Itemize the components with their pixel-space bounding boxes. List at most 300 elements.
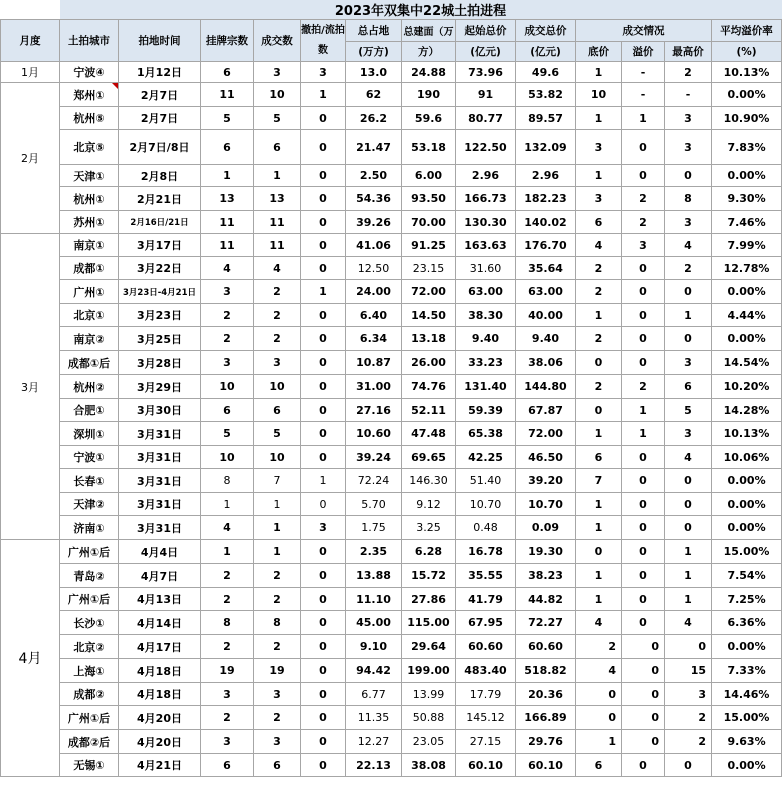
start-cell bbox=[456, 304, 516, 327]
premium-cell bbox=[622, 493, 665, 516]
withdrawn-cell bbox=[301, 327, 346, 351]
listed-cell bbox=[201, 446, 254, 469]
city-cell bbox=[60, 516, 119, 540]
floor-cell bbox=[576, 257, 622, 280]
listed-cell bbox=[201, 493, 254, 516]
area-value: 6.40 bbox=[359, 308, 388, 322]
build-cell bbox=[402, 611, 456, 635]
rate-cell bbox=[712, 327, 782, 351]
rate-cell bbox=[712, 564, 782, 588]
time-cell bbox=[119, 280, 201, 304]
start-value: 131.40 bbox=[464, 380, 507, 393]
rate-cell bbox=[712, 234, 782, 257]
rate-cell bbox=[712, 211, 782, 234]
highest-cell bbox=[665, 635, 712, 659]
start-value: 80.77 bbox=[468, 111, 503, 125]
build-cell bbox=[402, 83, 456, 107]
start-value: 27.15 bbox=[469, 735, 502, 748]
sold-value: 8 bbox=[273, 616, 281, 629]
table-row bbox=[1, 754, 782, 777]
start-cell bbox=[456, 564, 516, 588]
city-value: 长春① bbox=[73, 474, 105, 488]
listed-value: 4 bbox=[223, 261, 231, 275]
build-value: 38.08 bbox=[411, 758, 446, 772]
withdrawn-value: 0 bbox=[319, 308, 327, 322]
city-cell bbox=[60, 62, 119, 83]
deal-value: 176.70 bbox=[524, 238, 567, 252]
listed-value: 3 bbox=[223, 735, 231, 748]
table-row bbox=[1, 516, 782, 540]
rate-cell bbox=[712, 611, 782, 635]
rate-value: 7.54% bbox=[727, 569, 766, 582]
premium-value: 1 bbox=[639, 427, 647, 440]
city-value: 无锡① bbox=[73, 759, 105, 772]
listed-cell bbox=[201, 540, 254, 564]
listed-value: 6 bbox=[223, 758, 231, 772]
city-cell bbox=[60, 469, 119, 493]
listed-value: 3 bbox=[223, 687, 231, 701]
start-cell bbox=[456, 257, 516, 280]
area-value: 9.10 bbox=[359, 640, 388, 653]
start-cell bbox=[456, 588, 516, 611]
area-cell bbox=[346, 83, 402, 107]
rate-value: 7.99% bbox=[727, 238, 766, 252]
premium-cell bbox=[622, 516, 665, 540]
rate-cell bbox=[712, 706, 782, 730]
time-value: 3月23日-4月21日 bbox=[122, 287, 196, 298]
build-cell bbox=[402, 375, 456, 399]
floor-value: 2 bbox=[594, 285, 603, 298]
header-deal: 成交总价 bbox=[516, 20, 576, 42]
floor-value: 0 bbox=[594, 356, 603, 369]
table-row bbox=[1, 730, 782, 754]
area-value: 72.24 bbox=[357, 474, 390, 487]
highest-cell bbox=[665, 493, 712, 516]
premium-value: 0 bbox=[639, 140, 647, 154]
sold-cell bbox=[254, 375, 301, 399]
deal-cell bbox=[516, 211, 576, 234]
time-cell bbox=[119, 635, 201, 659]
highest-cell bbox=[665, 422, 712, 446]
start-value: 38.30 bbox=[468, 308, 503, 322]
highest-cell bbox=[665, 327, 712, 351]
premium-value: 0 bbox=[639, 261, 647, 275]
withdrawn-cell bbox=[301, 83, 346, 107]
highest-cell bbox=[665, 375, 712, 399]
city-cell bbox=[60, 165, 119, 187]
floor-cell bbox=[576, 107, 622, 130]
deal-cell bbox=[516, 564, 576, 588]
area-cell bbox=[346, 280, 402, 304]
time-cell bbox=[119, 659, 201, 683]
rate-cell bbox=[712, 62, 782, 83]
start-cell bbox=[456, 211, 516, 234]
table-row bbox=[1, 234, 782, 257]
sold-cell bbox=[254, 257, 301, 280]
start-value: 163.63 bbox=[464, 238, 507, 252]
withdrawn-cell bbox=[301, 754, 346, 777]
floor-cell bbox=[576, 635, 622, 659]
start-value: 51.40 bbox=[469, 474, 502, 487]
build-cell bbox=[402, 469, 456, 493]
area-cell bbox=[346, 165, 402, 187]
premium-cell bbox=[622, 706, 665, 730]
listed-cell bbox=[201, 107, 254, 130]
highest-cell bbox=[665, 706, 712, 730]
highest-value: 0 bbox=[684, 521, 692, 534]
listed-cell bbox=[201, 351, 254, 375]
time-cell bbox=[119, 588, 201, 611]
start-value: 65.38 bbox=[468, 427, 503, 440]
table-row bbox=[1, 351, 782, 375]
floor-cell bbox=[576, 211, 622, 234]
deal-cell bbox=[516, 165, 576, 187]
time-cell bbox=[119, 446, 201, 469]
premium-value: 3 bbox=[639, 238, 647, 252]
area-cell bbox=[346, 683, 402, 706]
withdrawn-value: 1 bbox=[319, 88, 327, 101]
rate-value: 0.00% bbox=[727, 332, 766, 345]
deal-value: 35.64 bbox=[528, 261, 563, 275]
sold-cell bbox=[254, 683, 301, 706]
header-time: 拍地时间 bbox=[119, 20, 201, 62]
listed-value: 8 bbox=[223, 616, 231, 629]
comment-marker-icon bbox=[112, 83, 118, 89]
deal-cell bbox=[516, 754, 576, 777]
highest-value: 3 bbox=[684, 356, 692, 369]
month-cell: 2月 bbox=[1, 83, 60, 234]
rate-cell bbox=[712, 493, 782, 516]
city-cell bbox=[60, 304, 119, 327]
listed-value: 8 bbox=[223, 474, 231, 487]
build-value: 115.00 bbox=[407, 616, 450, 629]
floor-cell bbox=[576, 399, 622, 422]
rate-value: 6.36% bbox=[727, 616, 766, 629]
highest-cell bbox=[665, 211, 712, 234]
floor-value: 4 bbox=[594, 238, 603, 252]
city-value: 杭州② bbox=[73, 380, 105, 394]
table-row bbox=[1, 187, 782, 211]
listed-cell bbox=[201, 730, 254, 754]
listed-cell bbox=[201, 304, 254, 327]
start-value: 60.60 bbox=[468, 640, 503, 653]
highest-value: 3 bbox=[684, 140, 692, 154]
listed-value: 11 bbox=[219, 88, 235, 101]
withdrawn-value: 0 bbox=[319, 545, 327, 558]
header-build-unit: 方） bbox=[402, 42, 456, 62]
area-cell bbox=[346, 422, 402, 446]
withdrawn-value: 0 bbox=[319, 450, 327, 464]
withdrawn-value: 0 bbox=[319, 380, 327, 393]
premium-value: 0 bbox=[639, 758, 647, 772]
listed-cell bbox=[201, 516, 254, 540]
sold-cell bbox=[254, 62, 301, 83]
deal-cell bbox=[516, 257, 576, 280]
table-row bbox=[1, 706, 782, 730]
time-cell bbox=[119, 469, 201, 493]
build-cell bbox=[402, 62, 456, 83]
month-cell: 4月 bbox=[1, 540, 60, 777]
start-cell bbox=[456, 327, 516, 351]
city-cell bbox=[60, 564, 119, 588]
premium-cell bbox=[622, 469, 665, 493]
listed-cell bbox=[201, 635, 254, 659]
premium-cell bbox=[622, 280, 665, 304]
floor-value: 0 bbox=[608, 687, 616, 701]
start-cell bbox=[456, 130, 516, 165]
city-cell bbox=[60, 683, 119, 706]
floor-value: 3 bbox=[594, 192, 603, 205]
rate-cell bbox=[712, 754, 782, 777]
highest-cell bbox=[665, 165, 712, 187]
floor-value: 1 bbox=[594, 308, 603, 322]
floor-cell bbox=[576, 754, 622, 777]
withdrawn-cell bbox=[301, 304, 346, 327]
sold-value: 2 bbox=[273, 592, 281, 606]
time-value: 4月18日 bbox=[137, 664, 182, 678]
rate-cell bbox=[712, 280, 782, 304]
deal-value: 19.30 bbox=[528, 545, 563, 558]
withdrawn-cell bbox=[301, 351, 346, 375]
withdrawn-cell bbox=[301, 399, 346, 422]
deal-cell bbox=[516, 493, 576, 516]
floor-cell bbox=[576, 62, 622, 83]
city-cell bbox=[60, 730, 119, 754]
premium-value: 0 bbox=[639, 569, 647, 582]
start-cell bbox=[456, 375, 516, 399]
time-value: 3月28日 bbox=[137, 356, 182, 370]
floor-value: 0 bbox=[608, 711, 616, 724]
area-cell bbox=[346, 399, 402, 422]
deal-value: 60.60 bbox=[528, 640, 563, 653]
time-cell bbox=[119, 730, 201, 754]
time-value: 3月31日 bbox=[137, 427, 182, 441]
sold-cell bbox=[254, 304, 301, 327]
sold-cell bbox=[254, 540, 301, 564]
rate-cell bbox=[712, 165, 782, 187]
time-value: 3月31日 bbox=[137, 474, 182, 488]
build-value: 52.11 bbox=[411, 403, 446, 417]
table-row bbox=[1, 493, 782, 516]
start-value: 9.40 bbox=[471, 332, 500, 345]
start-cell bbox=[456, 493, 516, 516]
area-value: 94.42 bbox=[356, 664, 391, 677]
premium-value: 0 bbox=[639, 356, 647, 369]
build-value: 14.50 bbox=[411, 308, 446, 322]
floor-cell bbox=[576, 588, 622, 611]
time-value: 2月7日 bbox=[140, 112, 179, 125]
build-cell bbox=[402, 706, 456, 730]
time-value: 3月30日 bbox=[137, 404, 182, 417]
sold-value: 11 bbox=[269, 215, 285, 229]
rate-cell bbox=[712, 516, 782, 540]
rate-value: 7.46% bbox=[727, 215, 766, 229]
deal-cell bbox=[516, 659, 576, 683]
floor-value: 1 bbox=[594, 111, 603, 125]
withdrawn-cell bbox=[301, 659, 346, 683]
premium-cell bbox=[622, 130, 665, 165]
highest-value: 0 bbox=[684, 285, 692, 298]
deal-value: 38.23 bbox=[528, 569, 563, 582]
withdrawn-value: 0 bbox=[319, 758, 327, 772]
listed-value: 4 bbox=[223, 521, 231, 534]
sold-cell bbox=[254, 611, 301, 635]
time-cell bbox=[119, 375, 201, 399]
sold-value: 1 bbox=[273, 521, 281, 534]
highest-value: 3 bbox=[684, 111, 692, 125]
sold-cell bbox=[254, 635, 301, 659]
withdrawn-value: 0 bbox=[319, 111, 327, 125]
table-row bbox=[1, 588, 782, 611]
table-row bbox=[1, 83, 782, 107]
start-value: 10.70 bbox=[469, 497, 502, 511]
time-value: 1月12日 bbox=[137, 66, 182, 79]
highest-value: 0 bbox=[684, 332, 692, 345]
table-row bbox=[1, 280, 782, 304]
highest-cell bbox=[665, 280, 712, 304]
area-value: 10.60 bbox=[356, 427, 391, 440]
withdrawn-value: 0 bbox=[319, 569, 327, 582]
highest-cell bbox=[665, 187, 712, 211]
start-cell bbox=[456, 611, 516, 635]
sold-value: 1 bbox=[273, 545, 281, 558]
listed-value: 13 bbox=[219, 192, 235, 205]
highest-cell bbox=[665, 107, 712, 130]
build-value: 13.99 bbox=[412, 687, 445, 701]
header-listed: 挂牌宗数 bbox=[201, 20, 254, 62]
premium-cell bbox=[622, 234, 665, 257]
start-cell bbox=[456, 351, 516, 375]
sold-value: 5 bbox=[273, 427, 281, 440]
start-cell bbox=[456, 446, 516, 469]
time-value: 2月16日/21日 bbox=[130, 218, 189, 228]
sold-cell bbox=[254, 211, 301, 234]
sold-value: 19 bbox=[269, 664, 285, 677]
sold-value: 3 bbox=[273, 356, 281, 369]
highest-cell bbox=[665, 83, 712, 107]
build-cell bbox=[402, 187, 456, 211]
deal-cell bbox=[516, 683, 576, 706]
area-value: 11.10 bbox=[356, 592, 391, 606]
listed-cell bbox=[201, 659, 254, 683]
sold-value: 5 bbox=[273, 111, 281, 125]
rate-value: 10.20% bbox=[723, 380, 770, 393]
premium-value: 1 bbox=[639, 111, 647, 125]
withdrawn-value: 0 bbox=[319, 427, 327, 440]
city-cell bbox=[60, 280, 119, 304]
city-cell bbox=[60, 635, 119, 659]
premium-cell bbox=[622, 611, 665, 635]
rate-value: 10.13% bbox=[723, 427, 770, 440]
premium-value: 0 bbox=[639, 474, 647, 487]
sold-cell bbox=[254, 327, 301, 351]
sold-value: 2 bbox=[273, 711, 281, 724]
floor-value: 1 bbox=[594, 521, 603, 534]
deal-value: 518.82 bbox=[524, 664, 567, 677]
listed-value: 19 bbox=[219, 664, 235, 677]
withdrawn-value: 0 bbox=[319, 215, 327, 229]
deal-cell bbox=[516, 375, 576, 399]
city-cell bbox=[60, 399, 119, 422]
city-cell bbox=[60, 493, 119, 516]
highest-cell bbox=[665, 257, 712, 280]
start-value: 63.00 bbox=[468, 285, 503, 298]
floor-value: 1 bbox=[594, 569, 603, 582]
deal-cell bbox=[516, 280, 576, 304]
withdrawn-value: 1 bbox=[319, 474, 327, 487]
area-cell bbox=[346, 469, 402, 493]
floor-value: 2 bbox=[594, 332, 603, 345]
premium-value: 0 bbox=[639, 521, 647, 534]
city-cell bbox=[60, 130, 119, 165]
deal-cell bbox=[516, 187, 576, 211]
city-value: 成都①后 bbox=[67, 356, 111, 370]
start-value: 122.50 bbox=[464, 140, 507, 154]
deal-value: 144.80 bbox=[524, 380, 567, 393]
premium-value: 0 bbox=[639, 169, 647, 182]
area-value: 12.50 bbox=[357, 261, 390, 275]
build-value: 26.00 bbox=[411, 356, 446, 369]
sold-value: 13 bbox=[269, 192, 285, 205]
area-value: 1.75 bbox=[361, 521, 386, 534]
withdrawn-value: 0 bbox=[319, 403, 327, 417]
start-value: 67.95 bbox=[468, 616, 503, 629]
time-value: 4月14日 bbox=[137, 616, 182, 630]
table-row bbox=[1, 564, 782, 588]
sold-cell bbox=[254, 130, 301, 165]
premium-cell bbox=[622, 165, 665, 187]
header-withdrawn: 撤拍/流拍数 bbox=[301, 20, 346, 62]
build-cell bbox=[402, 304, 456, 327]
deal-value: 140.02 bbox=[524, 215, 567, 229]
start-cell bbox=[456, 107, 516, 130]
start-value: 91 bbox=[477, 88, 494, 101]
listed-cell bbox=[201, 564, 254, 588]
table-row bbox=[1, 165, 782, 187]
floor-cell bbox=[576, 516, 622, 540]
build-value: 53.18 bbox=[411, 140, 446, 154]
sold-cell bbox=[254, 280, 301, 304]
withdrawn-value: 0 bbox=[319, 735, 327, 748]
time-value: 3月25日 bbox=[137, 332, 182, 346]
start-cell bbox=[456, 516, 516, 540]
area-value: 2.35 bbox=[359, 545, 388, 558]
area-cell bbox=[346, 516, 402, 540]
withdrawn-value: 0 bbox=[319, 497, 327, 511]
highest-cell bbox=[665, 399, 712, 422]
deal-cell bbox=[516, 422, 576, 446]
header-month: 月度 bbox=[1, 20, 60, 62]
rate-cell bbox=[712, 351, 782, 375]
time-value: 2月7日/8日 bbox=[129, 141, 190, 154]
deal-value: 38.06 bbox=[528, 356, 563, 369]
deal-value: 132.09 bbox=[524, 140, 567, 154]
deal-cell bbox=[516, 304, 576, 327]
withdrawn-value: 0 bbox=[319, 238, 327, 252]
highest-value: 4 bbox=[684, 238, 692, 252]
header-start: 起始总价 bbox=[456, 20, 516, 42]
sold-cell bbox=[254, 659, 301, 683]
premium-cell bbox=[622, 754, 665, 777]
withdrawn-cell bbox=[301, 706, 346, 730]
rate-cell bbox=[712, 635, 782, 659]
withdrawn-cell bbox=[301, 211, 346, 234]
highest-value: 2 bbox=[698, 711, 706, 724]
time-cell bbox=[119, 234, 201, 257]
listed-value: 5 bbox=[223, 111, 231, 125]
area-value: 11.35 bbox=[357, 711, 390, 724]
floor-cell bbox=[576, 564, 622, 588]
